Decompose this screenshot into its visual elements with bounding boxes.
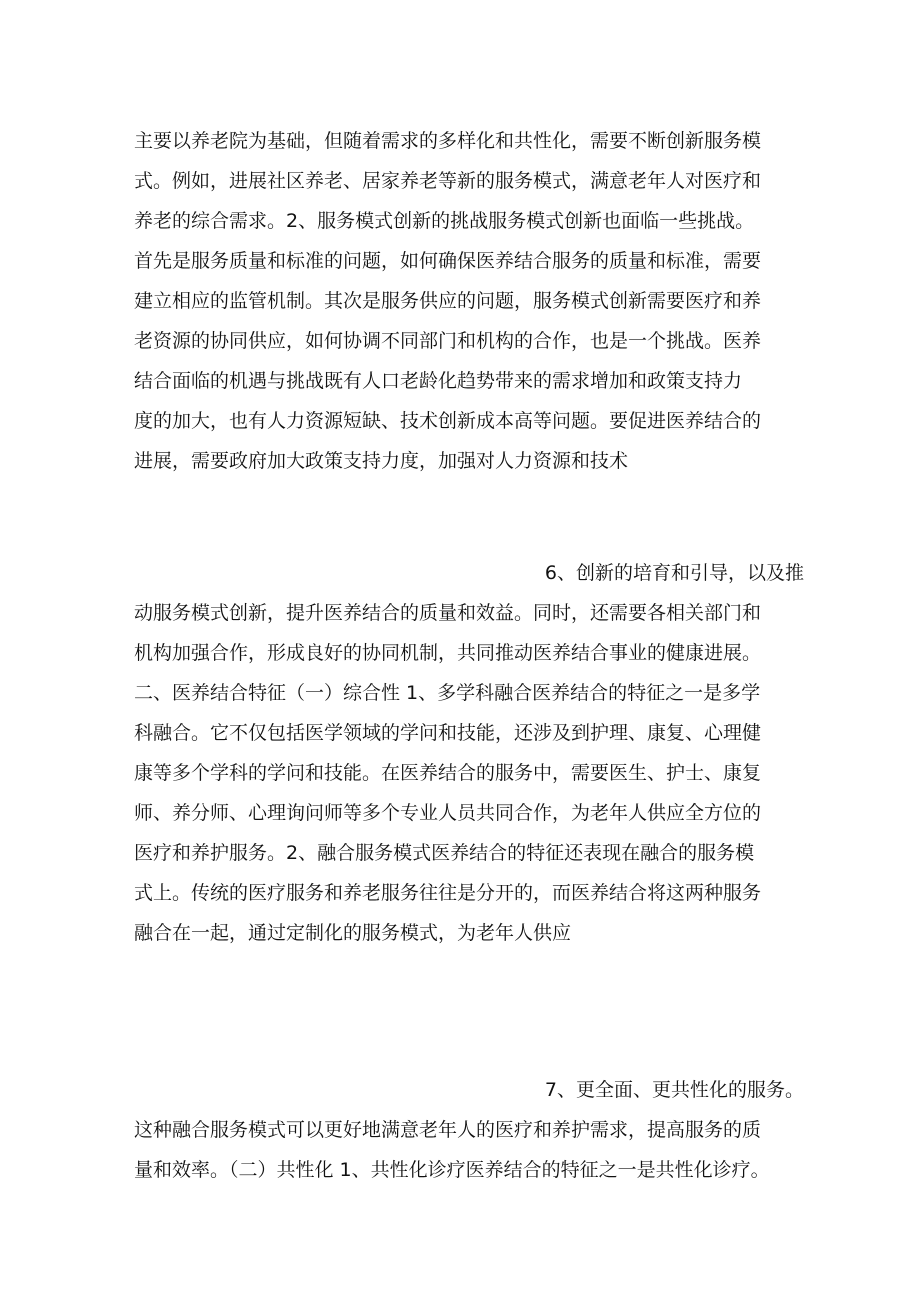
text-line-7: 结合面临的机遇与挑战既有人口老龄化趋势带来的需求增加和政策支持力 bbox=[134, 370, 743, 392]
paragraph-block-3 bbox=[134, 1070, 804, 1190]
text-line-17: 医疗和养护服务。2、融合服务模式医养结合的特征还表现在融合的服务模 bbox=[134, 842, 755, 864]
text-line-20: 7、更全面、更共性化的服务。 bbox=[544, 1079, 804, 1101]
text-line-21: 这种融合服务模式可以更好地满意老年人的医疗和养护需求，提高服务的质 bbox=[134, 1119, 762, 1141]
text-line-9: 进展，需要政府加大政策支持力度，加强对人力资源和技术 bbox=[134, 450, 629, 472]
text-line-10: 6、创新的培育和引导，以及推 bbox=[544, 562, 804, 584]
text-line-22: 量和效率。（二）共性化 1、共性化诊疗医养结合的特征之一是共性化诊疗。 bbox=[134, 1159, 770, 1181]
text-line-2: 式。例如，进展社区养老、居家养老等新的服务模式，满意老年人对医疗和 bbox=[134, 170, 762, 192]
text-line-1: 主要以养老院为基础，但随着需求的多样化和共性化，需要不断创新服务模 bbox=[134, 130, 762, 152]
text-line-4: 首先是服务质量和标准的问题，如何确保医养结合服务的质量和标准，需要 bbox=[134, 250, 762, 272]
text-line-18: 式上。传统的医疗服务和养老服务往往是分开的，而医养结合将这两种服务 bbox=[134, 882, 762, 904]
text-line-12: 机构加强合作，形成良好的协同机制，共同推动医养结合事业的健康进展。 bbox=[134, 642, 762, 664]
text-line-16: 师、养分师、心理询问师等多个专业人员共同合作，为老年人供应全方位的 bbox=[134, 802, 762, 824]
paragraph-block-1 bbox=[134, 121, 804, 481]
text-line-11: 动服务模式创新，提升医养结合的质量和效益。同时，还需要各相关部门和 bbox=[134, 602, 762, 624]
text-line-13: 二、医养结合特征（一）综合性 1、多学科融合医养结合的特征之一是多学 bbox=[134, 682, 761, 704]
text-line-3: 养老的综合需求。2、服务模式创新的挑战服务模式创新也面临一些挑战。 bbox=[134, 210, 755, 232]
text-line-6: 老资源的协同供应，如何协调不同部门和机构的合作，也是一个挑战。医养 bbox=[134, 330, 762, 352]
paragraph-block-2 bbox=[134, 553, 804, 953]
text-line-8: 度的加大，也有人力资源短缺、技术创新成本高等问题。要促进医养结合的 bbox=[134, 410, 762, 432]
text-line-5: 建立相应的监管机制。其次是服务供应的问题，服务模式创新需要医疗和养 bbox=[134, 290, 762, 312]
text-line-15: 康等多个学科的学问和技能。在医养结合的服务中，需要医生、护士、康复 bbox=[134, 762, 762, 784]
text-line-14: 科融合。它不仅包括医学领域的学问和技能，还涉及到护理、康复、心理健 bbox=[134, 722, 762, 744]
text-line-19: 融合在一起，通过定制化的服务模式，为老年人供应 bbox=[134, 922, 572, 944]
